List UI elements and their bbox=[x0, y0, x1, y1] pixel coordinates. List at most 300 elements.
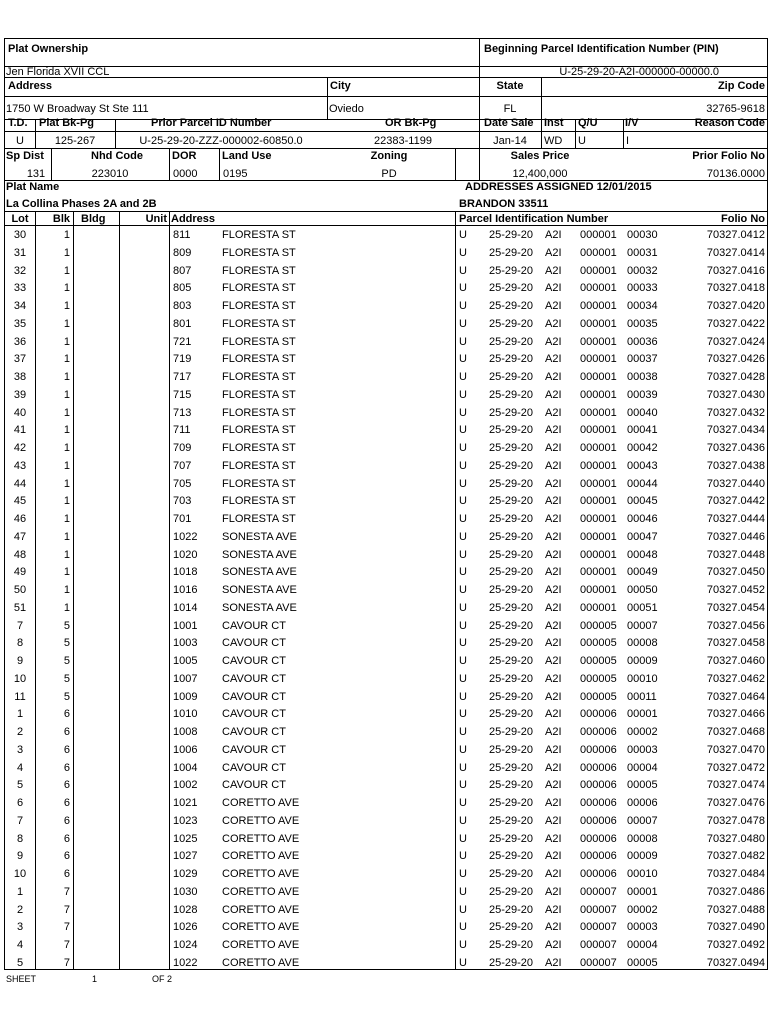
cell-pin-td: U bbox=[459, 779, 467, 792]
cell-street: CAVOUR CT bbox=[222, 637, 286, 650]
cell-pin-str: 25-29-20 bbox=[489, 513, 534, 525]
cell-pin-td: U bbox=[459, 317, 467, 330]
cell-house-number: 711 bbox=[173, 424, 191, 437]
cell-lot: 47 bbox=[13, 530, 27, 543]
table-row bbox=[5, 439, 767, 457]
cell-blk: 1 bbox=[63, 406, 70, 419]
cell-house-number: 807 bbox=[173, 264, 192, 277]
cell-pin-sub: A2I bbox=[545, 495, 562, 508]
cell-pin-sub: A2I bbox=[545, 229, 562, 241]
cell-lot: 10 bbox=[13, 868, 27, 880]
cell-blk: 7 bbox=[63, 885, 70, 898]
cell-pin-sub: A2I bbox=[545, 814, 562, 827]
cell-folio: 70327.0450 bbox=[706, 566, 765, 579]
land-use-label: Land Use bbox=[222, 150, 272, 162]
cell-pin-lot: 00010 bbox=[627, 672, 658, 685]
cell-street: FLORESTA ST bbox=[222, 353, 296, 366]
table-row bbox=[5, 705, 767, 723]
cell-blk: 1 bbox=[63, 388, 70, 401]
cell-house-number: 1010 bbox=[173, 708, 198, 721]
cell-pin-td: U bbox=[459, 495, 467, 508]
rule bbox=[5, 148, 767, 149]
table-row bbox=[5, 723, 767, 741]
cell-street: CORETTO AVE bbox=[222, 956, 300, 969]
reason-code-label: Reason Code bbox=[694, 117, 765, 129]
cell-pin-lot: 00002 bbox=[627, 903, 658, 916]
cell-lot: 39 bbox=[13, 388, 27, 401]
cell-house-number: 1004 bbox=[173, 761, 198, 774]
cell-lot: 4 bbox=[16, 761, 24, 774]
cell-lot: 6 bbox=[16, 797, 24, 809]
cell-pin-td: U bbox=[459, 619, 467, 632]
cell-street: CORETTO AVE bbox=[222, 921, 300, 934]
cell-blk: 1 bbox=[63, 459, 70, 472]
cell-folio: 70327.0448 bbox=[706, 548, 765, 561]
cell-blk: 1 bbox=[63, 442, 70, 454]
rule bbox=[541, 119, 542, 148]
cell-blk: 7 bbox=[63, 921, 70, 934]
iv-label: I/V bbox=[625, 117, 639, 129]
cell-pin-lot: 00048 bbox=[627, 548, 658, 561]
cell-blk: 1 bbox=[63, 477, 70, 490]
table-row bbox=[5, 634, 767, 652]
cell-lot: 7 bbox=[16, 619, 24, 632]
cell-folio: 70327.0444 bbox=[706, 513, 765, 525]
cell-lot: 5 bbox=[16, 956, 24, 969]
cell-pin-td: U bbox=[459, 956, 467, 969]
table-row bbox=[5, 954, 767, 972]
cell-house-number: 1006 bbox=[173, 743, 198, 756]
cell-pin-lot: 00044 bbox=[627, 477, 658, 490]
cell-pin-str: 25-29-20 bbox=[489, 885, 534, 898]
table-row bbox=[5, 812, 767, 830]
cell-pin-sub: A2I bbox=[545, 282, 562, 295]
cell-street: CAVOUR CT bbox=[222, 761, 286, 774]
cell-folio: 70327.0476 bbox=[706, 797, 765, 809]
cell-pin-sub: A2I bbox=[545, 779, 562, 792]
cell-pin-block: 000001 bbox=[580, 335, 617, 348]
cell-street: SONESTA AVE bbox=[222, 548, 297, 561]
cell-folio: 70327.0422 bbox=[706, 317, 765, 330]
table-row bbox=[5, 652, 767, 670]
cell-blk: 5 bbox=[63, 690, 70, 703]
cell-folio: 70327.0492 bbox=[706, 939, 765, 951]
cell-street: FLORESTA ST bbox=[222, 282, 296, 295]
cell-pin-lot: 00034 bbox=[627, 300, 658, 312]
cell-house-number: 805 bbox=[173, 282, 192, 295]
cell-house-number: 1022 bbox=[173, 956, 198, 969]
cell-pin-td: U bbox=[459, 388, 467, 401]
cell-folio: 70327.0484 bbox=[706, 868, 765, 880]
cell-house-number: 1005 bbox=[173, 655, 198, 667]
cell-pin-lot: 00031 bbox=[627, 246, 658, 259]
cell-pin-str: 25-29-20 bbox=[489, 548, 534, 561]
cell-blk: 1 bbox=[63, 229, 70, 241]
cell-lot: 38 bbox=[13, 371, 27, 383]
cell-pin-td: U bbox=[459, 246, 467, 259]
cell-lot: 30 bbox=[13, 229, 27, 241]
table-row bbox=[5, 457, 767, 475]
cell-house-number: 701 bbox=[173, 513, 192, 525]
table-row bbox=[5, 918, 767, 936]
cell-street: FLORESTA ST bbox=[222, 442, 296, 454]
cell-pin-block: 000006 bbox=[580, 761, 617, 774]
cell-pin-block: 000001 bbox=[580, 442, 617, 454]
cell-lot: 9 bbox=[16, 850, 24, 863]
cell-folio: 70327.0478 bbox=[706, 814, 765, 827]
cell-lot: 8 bbox=[16, 637, 24, 650]
city-label: City bbox=[330, 80, 351, 92]
dor-value: 0000 bbox=[173, 168, 198, 180]
cell-pin-td: U bbox=[459, 353, 467, 366]
cell-pin-td: U bbox=[459, 655, 467, 667]
cell-pin-str: 25-29-20 bbox=[489, 246, 534, 259]
cell-house-number: 1014 bbox=[173, 601, 198, 614]
cell-house-number: 1003 bbox=[173, 637, 198, 650]
cell-pin-block: 000001 bbox=[580, 424, 617, 437]
table-row bbox=[5, 883, 767, 901]
cell-lot: 45 bbox=[13, 495, 27, 508]
pin-value: U-25-29-20-A2I-000000-00000.0 bbox=[559, 66, 719, 78]
cell-pin-str: 25-29-20 bbox=[489, 477, 534, 490]
cell-pin-block: 000001 bbox=[580, 371, 617, 383]
cell-folio: 70327.0412 bbox=[706, 229, 765, 241]
cell-pin-block: 000006 bbox=[580, 832, 617, 845]
cell-folio: 70327.0418 bbox=[706, 282, 765, 295]
cell-pin-block: 000001 bbox=[580, 495, 617, 508]
cell-folio: 70327.0442 bbox=[706, 495, 765, 508]
cell-blk: 1 bbox=[63, 530, 70, 543]
cell-pin-lot: 00011 bbox=[627, 690, 657, 703]
cell-street: SONESTA AVE bbox=[222, 601, 297, 614]
col-unit: Unit bbox=[145, 213, 167, 225]
cell-pin-lot: 00045 bbox=[627, 495, 658, 508]
table-row bbox=[5, 333, 767, 351]
cell-folio: 70327.0432 bbox=[706, 406, 765, 419]
cell-lot: 43 bbox=[13, 459, 27, 472]
cell-pin-lot: 00003 bbox=[627, 743, 658, 756]
cell-pin-str: 25-29-20 bbox=[489, 601, 534, 614]
sheet-label: SHEET bbox=[6, 974, 37, 984]
cell-blk: 6 bbox=[63, 832, 70, 845]
cell-pin-lot: 00030 bbox=[627, 229, 658, 241]
cell-house-number: 707 bbox=[173, 459, 192, 472]
cell-pin-str: 25-29-20 bbox=[489, 229, 534, 241]
cell-pin-block: 000007 bbox=[580, 885, 617, 898]
cell-pin-str: 25-29-20 bbox=[489, 619, 534, 632]
cell-pin-td: U bbox=[459, 939, 467, 951]
cell-pin-block: 000001 bbox=[580, 601, 617, 614]
cell-pin-td: U bbox=[459, 921, 467, 934]
cell-pin-td: U bbox=[459, 868, 467, 880]
cell-street: FLORESTA ST bbox=[222, 424, 296, 437]
cell-blk: 1 bbox=[63, 282, 70, 295]
cell-folio: 70327.0456 bbox=[706, 619, 765, 632]
cell-lot: 1 bbox=[16, 708, 24, 721]
table-row bbox=[5, 794, 767, 812]
cell-pin-block: 000007 bbox=[580, 921, 617, 934]
cell-pin-str: 25-29-20 bbox=[489, 282, 534, 295]
cell-pin-sub: A2I bbox=[545, 513, 562, 525]
cell-folio: 70327.0490 bbox=[706, 921, 765, 934]
table-row bbox=[5, 670, 767, 688]
cell-pin-sub: A2I bbox=[545, 264, 562, 277]
cell-folio: 70327.0462 bbox=[706, 672, 765, 685]
cell-lot: 34 bbox=[13, 300, 27, 312]
col-blk: Blk bbox=[52, 213, 70, 225]
cell-pin-td: U bbox=[459, 814, 467, 827]
zoning-label: Zoning bbox=[370, 150, 408, 162]
cell-pin-td: U bbox=[459, 300, 467, 312]
cell-pin-block: 000006 bbox=[580, 797, 617, 809]
cell-pin-block: 000005 bbox=[580, 655, 617, 667]
cell-pin-td: U bbox=[459, 761, 467, 774]
cell-street: FLORESTA ST bbox=[222, 371, 296, 383]
cell-pin-lot: 00051 bbox=[627, 601, 658, 614]
cell-folio: 70327.0460 bbox=[706, 655, 765, 667]
cell-lot: 49 bbox=[13, 566, 27, 579]
cell-pin-td: U bbox=[459, 885, 467, 898]
cell-pin-sub: A2I bbox=[545, 442, 562, 454]
cell-pin-str: 25-29-20 bbox=[489, 300, 534, 312]
cell-pin-str: 25-29-20 bbox=[489, 637, 534, 650]
cell-pin-str: 25-29-20 bbox=[489, 584, 534, 596]
cell-pin-sub: A2I bbox=[545, 530, 562, 543]
date-sale-label: Date Sale bbox=[484, 117, 534, 129]
cell-house-number: 705 bbox=[173, 477, 192, 490]
table-row bbox=[5, 350, 767, 368]
cell-pin-sub: A2I bbox=[545, 335, 562, 348]
table-row bbox=[5, 688, 767, 706]
col-bldg: Bldg bbox=[81, 213, 106, 225]
dor-label: DOR bbox=[172, 150, 197, 162]
cell-pin-lot: 00046 bbox=[627, 513, 658, 525]
cell-pin-lot: 00047 bbox=[627, 530, 658, 543]
cell-street: CAVOUR CT bbox=[222, 690, 286, 703]
cell-pin-sub: A2I bbox=[545, 743, 562, 756]
or-bkpg-value: 22383-1199 bbox=[374, 135, 432, 147]
col-lot: Lot bbox=[11, 213, 29, 225]
cell-house-number: 1021 bbox=[173, 797, 198, 809]
cell-pin-td: U bbox=[459, 282, 467, 295]
cell-house-number: 715 bbox=[173, 388, 192, 401]
cell-pin-block: 000006 bbox=[580, 814, 617, 827]
cell-pin-str: 25-29-20 bbox=[489, 743, 534, 756]
cell-pin-sub: A2I bbox=[545, 903, 562, 916]
table-row bbox=[5, 865, 767, 883]
cell-pin-str: 25-29-20 bbox=[489, 761, 534, 774]
table-row bbox=[5, 847, 767, 865]
cell-lot: 4 bbox=[16, 939, 24, 951]
rule bbox=[327, 77, 328, 119]
cell-pin-sub: A2I bbox=[545, 726, 562, 738]
table-row bbox=[5, 901, 767, 919]
cell-pin-lot: 00009 bbox=[627, 655, 658, 667]
cell-pin-sub: A2I bbox=[545, 637, 562, 650]
cell-pin-lot: 00043 bbox=[627, 459, 658, 472]
cell-folio: 70327.0424 bbox=[706, 335, 765, 348]
sheet-of-total: OF 2 bbox=[152, 974, 173, 984]
cell-pin-lot: 00004 bbox=[627, 939, 658, 951]
qu-value: U bbox=[578, 135, 586, 147]
zoning-value: PD bbox=[381, 168, 397, 180]
table-row bbox=[5, 244, 767, 262]
cell-pin-sub: A2I bbox=[545, 761, 562, 774]
cell-house-number: 1022 bbox=[173, 530, 198, 543]
table-row bbox=[5, 368, 767, 386]
table-row bbox=[5, 741, 767, 759]
cell-pin-sub: A2I bbox=[545, 797, 562, 809]
cell-street: CORETTO AVE bbox=[222, 939, 300, 951]
cell-pin-str: 25-29-20 bbox=[489, 442, 534, 454]
table-row bbox=[5, 510, 767, 528]
plat-ownership-label: Plat Ownership bbox=[8, 43, 89, 55]
state-label: State bbox=[496, 80, 524, 92]
cell-lot: 35 bbox=[13, 317, 27, 330]
cell-street: FLORESTA ST bbox=[222, 459, 296, 472]
cell-pin-td: U bbox=[459, 637, 467, 650]
cell-house-number: 801 bbox=[173, 317, 192, 330]
cell-pin-td: U bbox=[459, 371, 467, 383]
cell-pin-block: 000005 bbox=[580, 672, 617, 685]
cell-pin-lot: 00004 bbox=[627, 761, 658, 774]
cell-blk: 6 bbox=[63, 779, 70, 792]
cell-folio: 70327.0470 bbox=[706, 743, 765, 756]
cell-pin-sub: A2I bbox=[545, 885, 562, 898]
cell-folio: 70327.0414 bbox=[706, 246, 765, 259]
cell-street: FLORESTA ST bbox=[222, 335, 296, 348]
cell-house-number: 809 bbox=[173, 246, 192, 259]
cell-pin-str: 25-29-20 bbox=[489, 530, 534, 543]
cell-lot: 41 bbox=[13, 424, 27, 437]
city-value: Oviedo bbox=[329, 103, 364, 115]
cell-pin-lot: 00032 bbox=[627, 264, 658, 277]
cell-folio: 70327.0434 bbox=[706, 424, 765, 437]
cell-blk: 6 bbox=[63, 726, 70, 738]
cell-pin-sub: A2I bbox=[545, 690, 562, 703]
cell-pin-str: 25-29-20 bbox=[489, 903, 534, 916]
cell-pin-str: 25-29-20 bbox=[489, 459, 534, 472]
cell-blk: 5 bbox=[63, 619, 70, 632]
cell-pin-sub: A2I bbox=[545, 832, 562, 845]
cell-lot: 32 bbox=[13, 264, 27, 277]
cell-pin-td: U bbox=[459, 566, 467, 579]
nhd-code-value: 223010 bbox=[91, 168, 129, 180]
cell-blk: 7 bbox=[63, 903, 70, 916]
cell-lot: 50 bbox=[13, 584, 27, 596]
cell-house-number: 1024 bbox=[173, 939, 198, 951]
cell-lot: 11 bbox=[14, 690, 26, 703]
cell-pin-block: 000007 bbox=[580, 903, 617, 916]
cell-pin-str: 25-29-20 bbox=[489, 832, 534, 845]
cell-pin-lot: 00005 bbox=[627, 779, 658, 792]
iv-value: I bbox=[626, 135, 630, 147]
col-folio: Folio No bbox=[721, 213, 765, 225]
rule bbox=[5, 96, 767, 97]
cell-street: FLORESTA ST bbox=[222, 317, 296, 330]
rule bbox=[5, 131, 767, 132]
cell-pin-td: U bbox=[459, 424, 467, 437]
cell-pin-td: U bbox=[459, 708, 467, 721]
plat-ownership-value: Jen Florida XVII CCL bbox=[6, 66, 110, 78]
table-row bbox=[5, 262, 767, 280]
cell-blk: 1 bbox=[63, 335, 70, 348]
cell-house-number: 1001 bbox=[173, 619, 198, 632]
cell-pin-lot: 00033 bbox=[627, 282, 658, 295]
cell-pin-str: 25-29-20 bbox=[489, 814, 534, 827]
cell-pin-lot: 00001 bbox=[627, 885, 658, 898]
cell-lot: 40 bbox=[13, 406, 27, 419]
cell-house-number: 1028 bbox=[173, 903, 198, 916]
cell-pin-block: 000001 bbox=[580, 477, 617, 490]
cell-lot: 9 bbox=[16, 655, 24, 667]
cell-pin-block: 000005 bbox=[580, 637, 617, 650]
cell-pin-sub: A2I bbox=[545, 921, 562, 934]
cell-lot: 37 bbox=[13, 353, 27, 366]
cell-pin-sub: A2I bbox=[545, 601, 562, 614]
cell-pin-block: 000007 bbox=[580, 956, 617, 969]
cell-pin-block: 000001 bbox=[580, 530, 617, 543]
cell-folio: 70327.0426 bbox=[706, 353, 765, 366]
cell-pin-sub: A2I bbox=[545, 672, 562, 685]
cell-folio: 70327.0480 bbox=[706, 832, 765, 845]
cell-lot: 51 bbox=[13, 601, 27, 614]
cell-blk: 6 bbox=[63, 708, 70, 721]
cell-pin-lot: 00007 bbox=[627, 814, 658, 827]
cell-blk: 1 bbox=[63, 246, 70, 259]
cell-folio: 70327.0466 bbox=[706, 708, 765, 721]
cell-folio: 70327.0472 bbox=[706, 761, 765, 774]
cell-folio: 70327.0468 bbox=[706, 726, 765, 738]
address-value: 1750 W Broadway St Ste 111 bbox=[6, 103, 149, 115]
prior-folio-value: 70136.0000 bbox=[706, 168, 765, 180]
cell-street: FLORESTA ST bbox=[222, 264, 296, 277]
cell-folio: 70327.0452 bbox=[706, 584, 765, 596]
cell-folio: 70327.0494 bbox=[706, 956, 765, 969]
table-row bbox=[5, 297, 767, 315]
cell-pin-lot: 00005 bbox=[627, 956, 658, 969]
cell-pin-td: U bbox=[459, 513, 467, 525]
cell-pin-str: 25-29-20 bbox=[489, 317, 534, 330]
cell-pin-block: 000007 bbox=[580, 939, 617, 951]
cell-folio: 70327.0440 bbox=[706, 477, 765, 490]
cell-pin-str: 25-29-20 bbox=[489, 797, 534, 809]
cell-pin-block: 000001 bbox=[580, 300, 617, 312]
cell-blk: 6 bbox=[63, 868, 70, 880]
cell-street: CORETTO AVE bbox=[222, 868, 300, 880]
cell-house-number: 1030 bbox=[173, 885, 198, 898]
cell-street: FLORESTA ST bbox=[222, 406, 296, 419]
cell-street: FLORESTA ST bbox=[222, 229, 296, 241]
cell-street: FLORESTA ST bbox=[222, 495, 296, 508]
cell-pin-sub: A2I bbox=[545, 388, 562, 401]
cell-pin-lot: 00009 bbox=[627, 850, 658, 863]
cell-pin-td: U bbox=[459, 229, 467, 241]
cell-pin-str: 25-29-20 bbox=[489, 956, 534, 969]
cell-pin-str: 25-29-20 bbox=[489, 921, 534, 934]
plat-name-value: La Collina Phases 2A and 2B bbox=[6, 198, 157, 210]
cell-street: CAVOUR CT bbox=[222, 655, 286, 667]
cell-street: CORETTO AVE bbox=[222, 814, 300, 827]
cell-blk: 6 bbox=[63, 850, 70, 863]
cell-pin-str: 25-29-20 bbox=[489, 264, 534, 277]
cell-folio: 70327.0438 bbox=[706, 459, 765, 472]
cell-pin-sub: A2I bbox=[545, 566, 562, 579]
cell-pin-lot: 00049 bbox=[627, 566, 658, 579]
prior-parcel-label: Prior Parcel ID Number bbox=[151, 117, 272, 129]
cell-pin-block: 000001 bbox=[580, 246, 617, 259]
cell-pin-td: U bbox=[459, 477, 467, 490]
